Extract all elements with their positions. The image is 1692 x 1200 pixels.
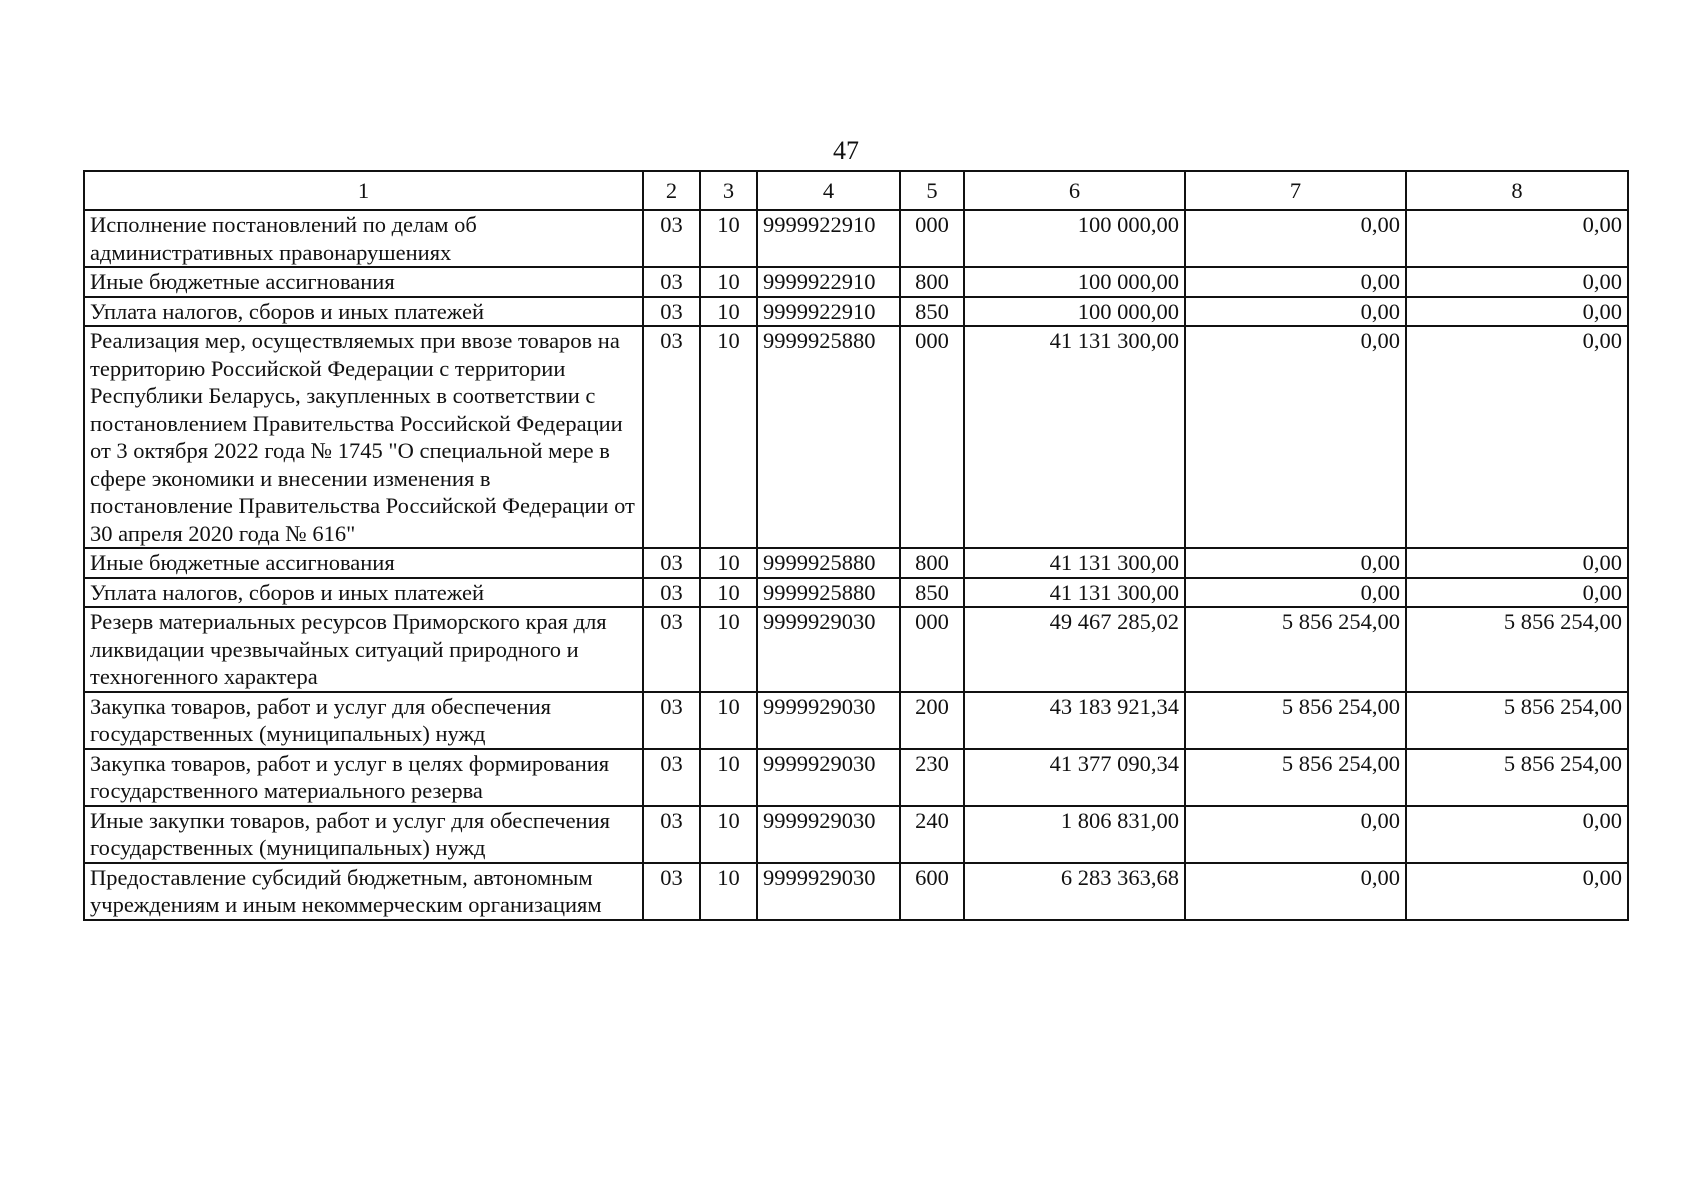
- row-expense-type-code: 800: [900, 267, 964, 297]
- row-section-code: 03: [643, 806, 700, 863]
- row-target-article-code: 9999929030: [757, 749, 900, 806]
- row-sum-col-8: 5 856 254,00: [1406, 692, 1628, 749]
- row-sum-col-6: 100 000,00: [964, 210, 1185, 267]
- row-sum-col-8: 0,00: [1406, 297, 1628, 327]
- header-col-7: 7: [1185, 171, 1406, 210]
- row-section-code: 03: [643, 267, 700, 297]
- row-target-article-code: 9999929030: [757, 863, 900, 920]
- row-name: Иные закупки товаров, работ и услуг для обеспечения государственных (муниципальных) нужд: [84, 806, 643, 863]
- table-row: [84, 267, 1628, 297]
- table-row: [84, 297, 1628, 327]
- row-expense-type-code: 000: [900, 607, 964, 692]
- row-subsection-code: 10: [700, 548, 757, 578]
- row-expense-type-code: 000: [900, 326, 964, 548]
- row-sum-col-7: 5 856 254,00: [1185, 607, 1406, 692]
- header-col-1: 1: [84, 171, 643, 210]
- budget-table: [83, 170, 1629, 921]
- row-sum-col-8: 0,00: [1406, 863, 1628, 920]
- table-row: [84, 863, 1628, 920]
- header-col-8: 8: [1406, 171, 1628, 210]
- row-sum-col-6: 43 183 921,34: [964, 692, 1185, 749]
- header-col-6: 6: [964, 171, 1185, 210]
- row-subsection-code: 10: [700, 863, 757, 920]
- page-number: 47: [833, 136, 859, 165]
- row-subsection-code: 10: [700, 267, 757, 297]
- row-expense-type-code: 230: [900, 749, 964, 806]
- row-sum-col-6: 41 377 090,34: [964, 749, 1185, 806]
- row-sum-col-8: 0,00: [1406, 267, 1628, 297]
- table-row: [84, 326, 1628, 548]
- row-sum-col-6: 100 000,00: [964, 297, 1185, 327]
- header-col-5: 5: [900, 171, 964, 210]
- row-subsection-code: 10: [700, 578, 757, 608]
- header-col-4: 4: [757, 171, 900, 210]
- row-sum-col-6: 49 467 285,02: [964, 607, 1185, 692]
- row-target-article-code: 9999929030: [757, 692, 900, 749]
- row-section-code: 03: [643, 578, 700, 608]
- row-section-code: 03: [643, 863, 700, 920]
- row-sum-col-7: 0,00: [1185, 578, 1406, 608]
- row-expense-type-code: 600: [900, 863, 964, 920]
- row-name: Реализация мер, осуществляемых при ввозе товаров на территорию Российской Федерации с территории Республики Беларусь, закупленных в соответствии с постановлением Правительства Российской Федерации от 3 октября 2022 года № 1745 "О специальной мере в сфере экономики и внесении изменения в постановление Правительства Российской Федерации от 30 апреля 2020 года № 616": [84, 326, 643, 548]
- table-row: [84, 607, 1628, 692]
- table-row: [84, 578, 1628, 608]
- row-subsection-code: 10: [700, 607, 757, 692]
- row-section-code: 03: [643, 749, 700, 806]
- row-sum-col-6: 1 806 831,00: [964, 806, 1185, 863]
- row-sum-col-7: 0,00: [1185, 548, 1406, 578]
- row-sum-col-8: 0,00: [1406, 326, 1628, 548]
- row-sum-col-7: 5 856 254,00: [1185, 692, 1406, 749]
- row-sum-col-7: 5 856 254,00: [1185, 749, 1406, 806]
- row-sum-col-6: 41 131 300,00: [964, 326, 1185, 548]
- row-name: Иные бюджетные ассигнования: [84, 548, 643, 578]
- row-sum-col-8: 0,00: [1406, 548, 1628, 578]
- row-name: Резерв материальных ресурсов Приморского края для ликвидации чрезвычайных ситуаций природного и техногенного характера: [84, 607, 643, 692]
- row-section-code: 03: [643, 297, 700, 327]
- row-subsection-code: 10: [700, 297, 757, 327]
- row-name: Уплата налогов, сборов и иных платежей: [84, 578, 643, 608]
- row-target-article-code: 9999929030: [757, 607, 900, 692]
- row-expense-type-code: 000: [900, 210, 964, 267]
- row-subsection-code: 10: [700, 326, 757, 548]
- row-target-article-code: 9999922910: [757, 297, 900, 327]
- row-target-article-code: 9999925880: [757, 326, 900, 548]
- row-sum-col-7: 0,00: [1185, 210, 1406, 267]
- row-name: Закупка товаров, работ и услуг в целях формирования государственного материального резерва: [84, 749, 643, 806]
- row-expense-type-code: 850: [900, 297, 964, 327]
- row-target-article-code: 9999922910: [757, 267, 900, 297]
- row-sum-col-7: 0,00: [1185, 806, 1406, 863]
- row-name: Иные бюджетные ассигнования: [84, 267, 643, 297]
- row-sum-col-6: 6 283 363,68: [964, 863, 1185, 920]
- row-target-article-code: 9999925880: [757, 578, 900, 608]
- table-row: [84, 806, 1628, 863]
- table-row: [84, 692, 1628, 749]
- row-sum-col-7: 0,00: [1185, 297, 1406, 327]
- header-col-3: 3: [700, 171, 757, 210]
- row-target-article-code: 9999922910: [757, 210, 900, 267]
- row-target-article-code: 9999925880: [757, 548, 900, 578]
- row-expense-type-code: 850: [900, 578, 964, 608]
- row-section-code: 03: [643, 210, 700, 267]
- table-row: [84, 749, 1628, 806]
- row-sum-col-8: 0,00: [1406, 578, 1628, 608]
- row-sum-col-6: 41 131 300,00: [964, 548, 1185, 578]
- row-target-article-code: 9999929030: [757, 806, 900, 863]
- header-col-2: 2: [643, 171, 700, 210]
- row-subsection-code: 10: [700, 749, 757, 806]
- row-name: Предоставление субсидий бюджетным, автономным учреждениям и иным некоммерческим организациям: [84, 863, 643, 920]
- row-expense-type-code: 800: [900, 548, 964, 578]
- row-section-code: 03: [643, 548, 700, 578]
- row-sum-col-7: 0,00: [1185, 863, 1406, 920]
- row-name: Исполнение постановлений по делам об административных правонарушениях: [84, 210, 643, 267]
- row-section-code: 03: [643, 326, 700, 548]
- row-sum-col-8: 0,00: [1406, 210, 1628, 267]
- row-section-code: 03: [643, 692, 700, 749]
- row-sum-col-8: 5 856 254,00: [1406, 749, 1628, 806]
- row-sum-col-8: 5 856 254,00: [1406, 607, 1628, 692]
- row-expense-type-code: 200: [900, 692, 964, 749]
- row-name: Уплата налогов, сборов и иных платежей: [84, 297, 643, 327]
- table-header-row: [84, 171, 1628, 210]
- table-row: [84, 210, 1628, 267]
- row-sum-col-6: 100 000,00: [964, 267, 1185, 297]
- row-section-code: 03: [643, 607, 700, 692]
- row-subsection-code: 10: [700, 806, 757, 863]
- row-subsection-code: 10: [700, 692, 757, 749]
- row-expense-type-code: 240: [900, 806, 964, 863]
- row-subsection-code: 10: [700, 210, 757, 267]
- table-row: [84, 548, 1628, 578]
- row-name: Закупка товаров, работ и услуг для обеспечения государственных (муниципальных) нужд: [84, 692, 643, 749]
- row-sum-col-8: 0,00: [1406, 806, 1628, 863]
- row-sum-col-7: 0,00: [1185, 267, 1406, 297]
- row-sum-col-7: 0,00: [1185, 326, 1406, 548]
- row-sum-col-6: 41 131 300,00: [964, 578, 1185, 608]
